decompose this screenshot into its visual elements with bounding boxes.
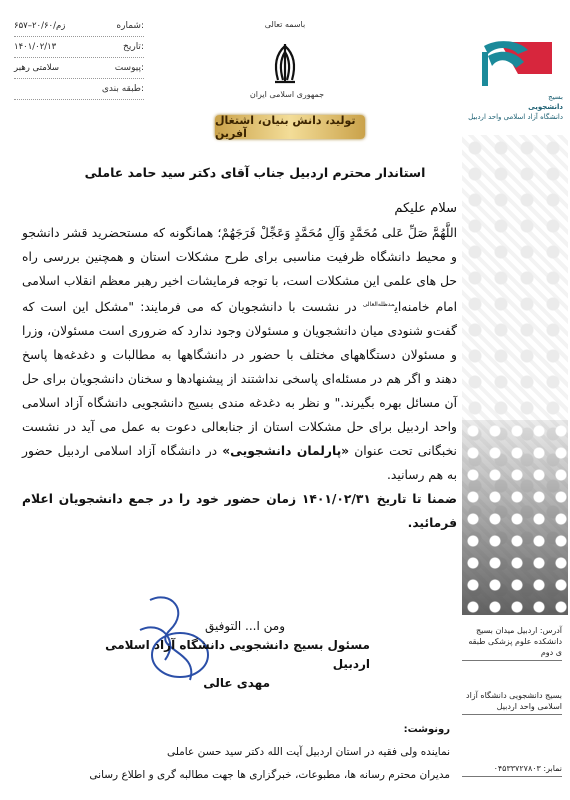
- closing-line-2: مسئول بسیج دانشجویی دانشگاه آزاد اسلامی اردبیل: [105, 638, 370, 671]
- body-p1-text: اللَّهُمَّ صَلِّ عَلی مُحَمَّدٍ وَآلِ مُحَمَّدٍ وَعَجِّلْ فَرَجَهُمْ؛ همانگونه که مستحضرید قشر دانشجو و محیط دانشگاه ظرفیت مناسبی برای طرح مشکلات استان و همچنین بررسی راه حل های علمی این مشکلات است، با توجه فرمایشات اخیر رهبر معظم انقلاب اسلامی امام خامنه‌ای: [22, 226, 457, 315]
- closing-line-3: مهدی عالی: [203, 676, 270, 690]
- country-name: جمهوری اسلامی ایران: [249, 90, 325, 99]
- basij-logo: [478, 34, 556, 94]
- closing-block: [80, 617, 420, 693]
- side-org-text: بسیج دانشجویی دانشگاه آزاد اسلامی واحد اردبیل: [462, 690, 562, 715]
- meta-classification-row: [14, 79, 144, 100]
- carbon-copy-block: [30, 718, 450, 787]
- cc-label: رونوشت:: [403, 724, 450, 735]
- greeting: سلام علیکم: [394, 201, 457, 216]
- bismillah: باسمه تعالی: [264, 20, 306, 29]
- decorative-pattern-shade: [462, 420, 568, 615]
- logo-line-1: بسیج: [548, 93, 563, 101]
- side-address: [462, 625, 562, 661]
- meta-classification-label: طبقه بندی:: [101, 84, 144, 94]
- meta-attachment-label: پیوست:: [114, 63, 144, 73]
- body-paragraph-2: ضمنا تا تاریخ ۱۴۰۱/۰۲/۳۱ زمان حضور خود را در جمع دانشجویان اعلام فرمائید.: [22, 492, 457, 531]
- cc-line-2: مدیران محترم رسانه ها، مطبوعات، خبرگزاری ها جهت مطالبه گری و اطلاع رسانی: [89, 769, 450, 781]
- meta-date-label: تاریخ:: [123, 42, 144, 52]
- letter-body: [22, 197, 457, 535]
- meta-number-value: ۶۵۷–۲۰/۶۰/زم: [14, 21, 66, 31]
- body-paragraph-1: [22, 221, 457, 487]
- side-phone: [462, 763, 562, 777]
- logo-line-3: دانشگاه آزاد اسلامی واحد اردبیل: [468, 113, 563, 121]
- meta-date-value: ۱۴۰۱/۰۲/۱۳: [14, 42, 57, 52]
- body-p1c-text: در دانشگاه آزاد اسلامی اردبیل حضور به هم رسانید.: [22, 444, 457, 483]
- logo-line-2: دانشجویی: [528, 103, 563, 111]
- closing-line-1: ومن ا... التوفیق: [205, 619, 285, 633]
- cc-line-1: نماینده ولی فقیه در استان اردبیل آیت الله دکتر سید حسن عاملی: [166, 746, 450, 758]
- iran-emblem-icon: [266, 42, 304, 90]
- meta-number-row: [14, 16, 144, 37]
- letter-meta: [14, 16, 144, 100]
- side-address-text: آدرس: اردبیل میدان بسیج دانشکده علوم پزشکی طبقه ی دوم: [462, 625, 562, 661]
- year-slogan-banner: [215, 115, 365, 139]
- side-org: [462, 690, 562, 715]
- honorific: مدظله‌العالی: [362, 301, 395, 308]
- letter-recipient-title: استاندار محترم اردبیل جناب آقای دکتر سید حامد عاملی: [84, 165, 426, 180]
- meta-attachment-value: سلامتی رهبر: [14, 63, 59, 73]
- side-phone-text: نمابر: ۰۴۵۳۳۷۲۷۸۰۳: [462, 763, 562, 777]
- meta-date-row: [14, 37, 144, 58]
- meta-number-label: شماره:: [116, 21, 144, 31]
- logo-caption: [458, 92, 563, 122]
- body-p1b-text: در نشست با دانشجویان که می فرمایند: "مشکل این است که گفت‌و شنودی میان دانشجویان و مسئولان وجود ندارد که ضروری است مسئولان، وزرا و مسئولان دستگاههای مختلف با حضور در دانشگاهها به مطالبات و دغدغه‌ها پاسخ دهند و اگر هم در مسئله‌ای پاسخی نداشتند از پیشنهادها و سخنان دانشجویان برای حل آن مسائل بهره بگیرند." و نظر به دغدغه مندی بسیج دانشجویی دانشگاه آزاد اسلامی واحد اردبیل برای حل مشکلات استان از جنابعالی دعوت به عمل می آید در نشست نخبگانی تحت عنوان: [22, 300, 457, 459]
- event-name: «پارلمان دانشجویی»: [222, 444, 350, 459]
- meta-attachment-row: [14, 58, 144, 79]
- year-slogan-text: تولید، دانش بنیان، اشتغال آفرین: [215, 114, 356, 140]
